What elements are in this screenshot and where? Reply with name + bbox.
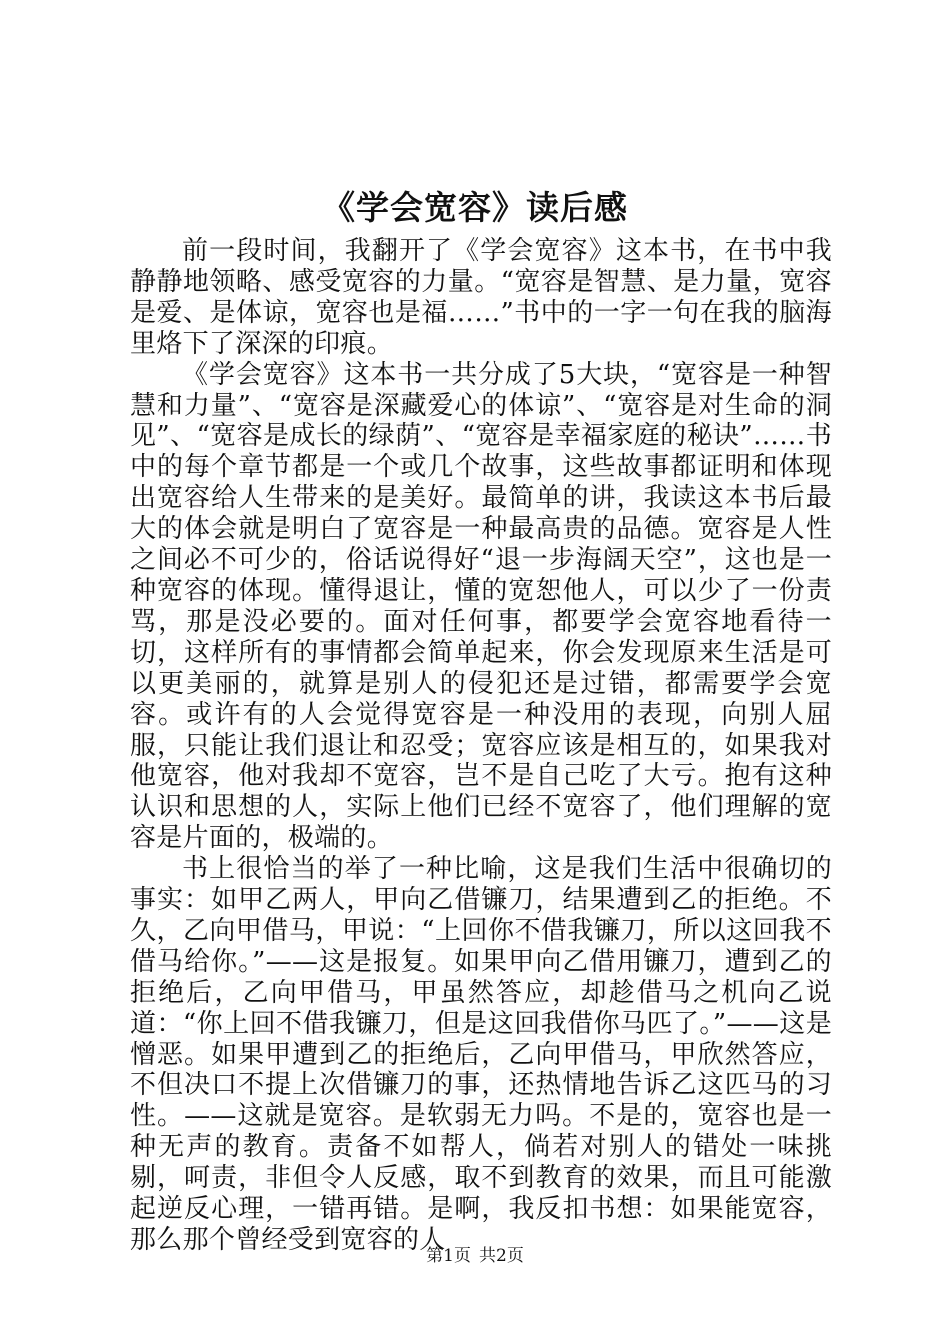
paragraph-1: 前一段时间，我翻开了《学会宽容》这本书，在书中我静静地领略、感受宽容的力量。“宽容是智慧、是力量，宽容是爱、是体谅，宽容也是福……”书中的一字一句在我的脑海里烙下了深深的印痕。 xyxy=(130,236,832,359)
page-number: 第1页 xyxy=(426,1246,471,1266)
document-title: 《学会宽容》读后感 xyxy=(322,188,628,227)
page-total: 共2页 xyxy=(479,1246,524,1266)
document-body xyxy=(130,236,832,1256)
paragraph-2: 《学会宽容》这本书一共分成了5大块，“宽容是一种智慧和力量”、“宽容是深藏爱心的体谅”、“宽容是对生命的洞见”、“宽容是成长的绿荫”、“宽容是幸福家庭的秘诀”……书中的每个章节都是一个或几个故事，这些故事都证明和体现出宽容给人生带来的是美好。最简单的讲，我读这本书后最大的体会就是明白了宽容是一种最高贵的品德。宽容是人性之间必不可少的，俗话说得好“退一步海阔天空”，这也是一种宽容的体现。懂得退让，懂的宽恕他人，可以少了一份责骂，那是没必要的。面对任何事，都要学会宽容地看待一切，这样所有的事情都会简单起来，你会发现原来生活是可以更美丽的，就算是别人的侵犯还是过错，都需要学会宽容。或许有的人会觉得宽容是一种没用的表现，向别人屈服，只能让我们退让和忍受；宽容应该是相互的，如果我对他宽容，他对我却不宽容，岂不是自己吃了大亏。抱有这种认识和思想的人，实际上他们已经不宽容了，他们理解的宽容是片面的，极端的。 xyxy=(130,359,832,854)
page-footer xyxy=(0,1245,950,1267)
paragraph-3: 书上很恰当的举了一种比喻，这是我们生活中很确切的事实：如甲乙两人，甲向乙借镰刀，结果遭到乙的拒绝。不久，乙向甲借马，甲说：“上回你不借我镰刀，所以这回我不借马给你。”——这是报复。如果甲向乙借用镰刀，遭到乙的拒绝后，乙向甲借马，甲虽然答应，却趁借马之机向乙说道：“你上回不借我镰刀，但是这回我借你马匹了。”——这是憎恶。如果甲遭到乙的拒绝后，乙向甲借马，甲欣然答应，不但决口不提上次借镰刀的事，还热情地告诉乙这匹马的习性。——这就是宽容。是软弱无力吗。不是的，宽容也是一种无声的教育。责备不如帮人，倘若对别人的错处一味挑剔，呵责，非但令人反感，取不到教育的效果，而且可能激起逆反心理，一错再错。是啊，我反扣书想：如果能宽容，那么那个曾经受到宽容的人 xyxy=(130,854,832,1255)
